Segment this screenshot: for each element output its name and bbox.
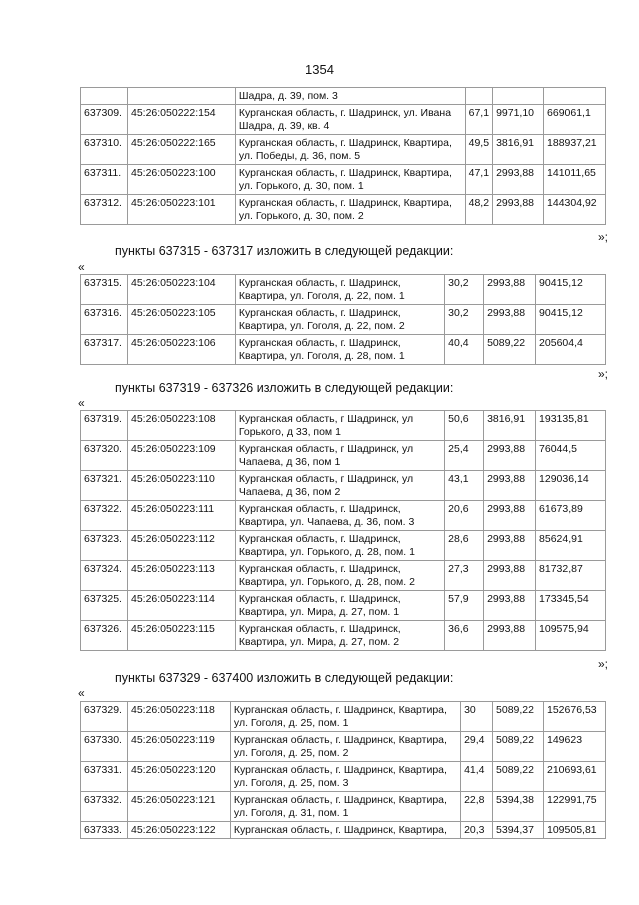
address-cell: Курганская область, г. Шадринск, Квартира, ул. Гоголя, д. 25, пом. 1 [230,702,460,732]
table-row [81,195,606,225]
area-cell: 57,9 [445,591,484,621]
cadastral-value-cell: 173345,54 [536,591,606,621]
row-number-cell: 637312. [81,195,128,225]
table-row [81,88,606,105]
address-cell: Курганская область, г Шадринск, ул Чапаева, д 36, пом 2 [235,471,444,501]
area-cell: 41,4 [461,762,493,792]
address-cell: Курганская область, г. Шадринск, ул. Ивана Шадра, д. 39, кв. 4 [235,105,465,135]
area-cell: 49,5 [465,135,492,165]
area-cell: 29,4 [461,732,493,762]
cadastral-number-cell: 45:26:050223:121 [127,792,230,822]
area-cell: 48,2 [465,195,492,225]
unit-price-cell: 2993,88 [484,621,536,651]
cadastral-number-cell: 45:26:050223:110 [127,471,235,501]
end-quote: »; [597,230,608,244]
end-quote: »; [597,657,608,671]
row-number-cell: 637332. [81,792,128,822]
area-cell: 25,4 [445,441,484,471]
end-quote: »; [597,367,608,381]
area-cell: 67,1 [465,105,492,135]
address-cell: Курганская область, г. Шадринск, Квартира, ул. Гоголя, д. 31, пом. 1 [230,792,460,822]
open-quote: « [78,260,85,274]
table-row [81,822,606,839]
area-cell: 22,8 [461,792,493,822]
cadastral-value-cell: 81732,87 [536,561,606,591]
address-cell: Курганская область, г. Шадринск, Квартира, ул. Горького, д. 30, пом. 1 [235,165,465,195]
table-637319-637326 [80,410,606,651]
area-cell: 30 [461,702,493,732]
unit-price-cell: 5394,38 [493,792,544,822]
cadastral-number-cell: 45:26:050223:101 [127,195,235,225]
row-number-cell: 637322. [81,501,128,531]
instruction-text: пункты 637315 - 637317 изложить в следующей редакции: [115,244,454,258]
cadastral-number-cell: 45:26:050223:104 [127,275,235,305]
table-row [81,471,606,501]
instruction-text: пункты 637319 - 637326 изложить в следующей редакции: [115,381,454,395]
cadastral-value-cell: 90415,12 [536,275,606,305]
row-number-cell: 637324. [81,561,128,591]
cadastral-value-cell: 90415,12 [536,305,606,335]
address-cell: Курганская область, г. Шадринск, Квартира, ул. Мира, д. 27, пом. 1 [235,591,444,621]
cadastral-value-cell: 149623 [544,732,606,762]
address-cell: Курганская область, г. Шадринск, Квартира, ул. Гоголя, д. 25, пом. 2 [230,732,460,762]
table-row [81,305,606,335]
unit-price-cell: 2993,88 [484,471,536,501]
table-637315-637317 [80,274,606,365]
address-cell: Курганская область, г. Шадринск, Квартира, ул. Горького, д. 28, пом. 1 [235,531,444,561]
area-cell: 20,3 [461,822,493,839]
row-number-cell: 637317. [81,335,128,365]
cadastral-value-cell: 109505,81 [544,822,606,839]
unit-price-cell: 2993,88 [484,531,536,561]
unit-price-cell: 5089,22 [493,702,544,732]
unit-price-cell: 2993,88 [484,305,536,335]
cadastral-number-cell: 45:26:050223:106 [127,335,235,365]
cadastral-number-cell: 45:26:050223:120 [127,762,230,792]
address-cell: Курганская область, г Шадринск, ул Горького, д 33, пом 1 [235,411,444,441]
cadastral-value-cell: 144304,92 [544,195,606,225]
address-cell: Шадра, д. 39, пом. 3 [235,88,465,105]
address-cell: Курганская область, г. Шадринск, Квартира, ул. Гоголя, д. 28, пом. 1 [235,335,444,365]
row-number-cell: 637320. [81,441,128,471]
table-row [81,702,606,732]
unit-price-cell: 2993,88 [484,441,536,471]
cadastral-value-cell: 109575,94 [536,621,606,651]
address-cell: Курганская область, г. Шадринск, Квартира, ул. Горького, д. 28, пом. 2 [235,561,444,591]
cadastral-number-cell: 45:26:050223:100 [127,165,235,195]
cadastral-value-cell: 210693,61 [544,762,606,792]
unit-price-cell [493,88,544,105]
cadastral-value-cell: 85624,91 [536,531,606,561]
address-cell: Курганская область, г Шадринск, ул Чапаева, д 36, пом 1 [235,441,444,471]
table-row [81,105,606,135]
row-number-cell: 637323. [81,531,128,561]
address-cell: Курганская область, г. Шадринск, Квартира, ул. Гоголя, д. 25, пом. 3 [230,762,460,792]
unit-price-cell: 5394,37 [493,822,544,839]
page-number: 1354 [305,62,334,77]
unit-price-cell: 3816,91 [484,411,536,441]
cadastral-number-cell [127,88,235,105]
row-number-cell: 637331. [81,762,128,792]
area-cell [465,88,492,105]
row-number-cell: 637325. [81,591,128,621]
row-number-cell: 637311. [81,165,128,195]
unit-price-cell: 3816,91 [493,135,544,165]
table-row [81,561,606,591]
area-cell: 30,2 [445,275,484,305]
row-number-cell: 637321. [81,471,128,501]
area-cell: 30,2 [445,305,484,335]
area-cell: 40,4 [445,335,484,365]
area-cell: 43,1 [445,471,484,501]
cadastral-number-cell: 45:26:050223:122 [127,822,230,839]
unit-price-cell: 2993,88 [484,591,536,621]
cadastral-number-cell: 45:26:050223:113 [127,561,235,591]
address-cell: Курганская область, г. Шадринск, Квартира, ул. Чапаева, д. 36, пом. 3 [235,501,444,531]
unit-price-cell: 2993,88 [484,501,536,531]
address-cell: Курганская область, г. Шадринск, Квартира, ул. Гоголя, д. 22, пом. 1 [235,275,444,305]
cadastral-value-cell: 188937,21 [544,135,606,165]
cadastral-value-cell: 193135,81 [536,411,606,441]
cadastral-number-cell: 45:26:050223:119 [127,732,230,762]
cadastral-number-cell: 45:26:050222:154 [127,105,235,135]
cadastral-number-cell: 45:26:050222:165 [127,135,235,165]
cadastral-value-cell: 141011,65 [544,165,606,195]
address-cell: Курганская область, г. Шадринск, Квартира, ул. Мира, д. 27, пом. 2 [235,621,444,651]
row-number-cell: 637310. [81,135,128,165]
cadastral-number-cell: 45:26:050223:112 [127,531,235,561]
row-number-cell: 637319. [81,411,128,441]
cadastral-number-cell: 45:26:050223:109 [127,441,235,471]
row-number-cell: 637330. [81,732,128,762]
area-cell: 36,6 [445,621,484,651]
table-row [81,792,606,822]
cadastral-number-cell: 45:26:050223:115 [127,621,235,651]
open-quote: « [78,396,85,410]
table-row [81,591,606,621]
unit-price-cell: 2993,88 [493,195,544,225]
cadastral-number-cell: 45:26:050223:118 [127,702,230,732]
unit-price-cell: 2993,88 [484,561,536,591]
row-number-cell: 637309. [81,105,128,135]
cadastral-value-cell: 205604,4 [536,335,606,365]
address-cell: Курганская область, г. Шадринск, Квартира, ул. Победы, д. 36, пом. 5 [235,135,465,165]
table-row [81,732,606,762]
cadastral-number-cell: 45:26:050223:108 [127,411,235,441]
area-cell: 47,1 [465,165,492,195]
cadastral-value-cell [544,88,606,105]
table-row [81,531,606,561]
address-cell: Курганская область, г. Шадринск, Квартира, ул. Гоголя, д. 22, пом. 2 [235,305,444,335]
unit-price-cell: 5089,22 [484,335,536,365]
table-637329-637333 [80,701,606,839]
cadastral-value-cell: 61673,89 [536,501,606,531]
row-number-cell: 637333. [81,822,128,839]
row-number-cell: 637316. [81,305,128,335]
area-cell: 50,6 [445,411,484,441]
instruction-text: пункты 637329 - 637400 изложить в следующей редакции: [115,671,454,685]
cadastral-value-cell: 152676,53 [544,702,606,732]
cadastral-value-cell: 129036,14 [536,471,606,501]
unit-price-cell: 9971,10 [493,105,544,135]
row-number-cell: 637329. [81,702,128,732]
table-row [81,762,606,792]
table-row [81,165,606,195]
cadastral-value-cell: 122991,75 [544,792,606,822]
cadastral-number-cell: 45:26:050223:111 [127,501,235,531]
unit-price-cell: 5089,22 [493,762,544,792]
table-637309-637312 [80,87,606,225]
area-cell: 28,6 [445,531,484,561]
open-quote: « [78,686,85,700]
unit-price-cell: 2993,88 [484,275,536,305]
cadastral-value-cell: 669061,1 [544,105,606,135]
table-row [81,135,606,165]
unit-price-cell: 5089,22 [493,732,544,762]
cadastral-number-cell: 45:26:050223:105 [127,305,235,335]
cadastral-value-cell: 76044,5 [536,441,606,471]
row-number-cell: 637315. [81,275,128,305]
address-cell: Курганская область, г. Шадринск, Квартира, [230,822,460,839]
table-row [81,501,606,531]
table-row [81,621,606,651]
row-number-cell: 637326. [81,621,128,651]
table-row [81,275,606,305]
address-cell: Курганская область, г. Шадринск, Квартира, ул. Горького, д. 30, пом. 2 [235,195,465,225]
area-cell: 20,6 [445,501,484,531]
table-row [81,411,606,441]
cadastral-number-cell: 45:26:050223:114 [127,591,235,621]
area-cell: 27,3 [445,561,484,591]
row-number-cell [81,88,128,105]
table-row [81,441,606,471]
unit-price-cell: 2993,88 [493,165,544,195]
table-row [81,335,606,365]
